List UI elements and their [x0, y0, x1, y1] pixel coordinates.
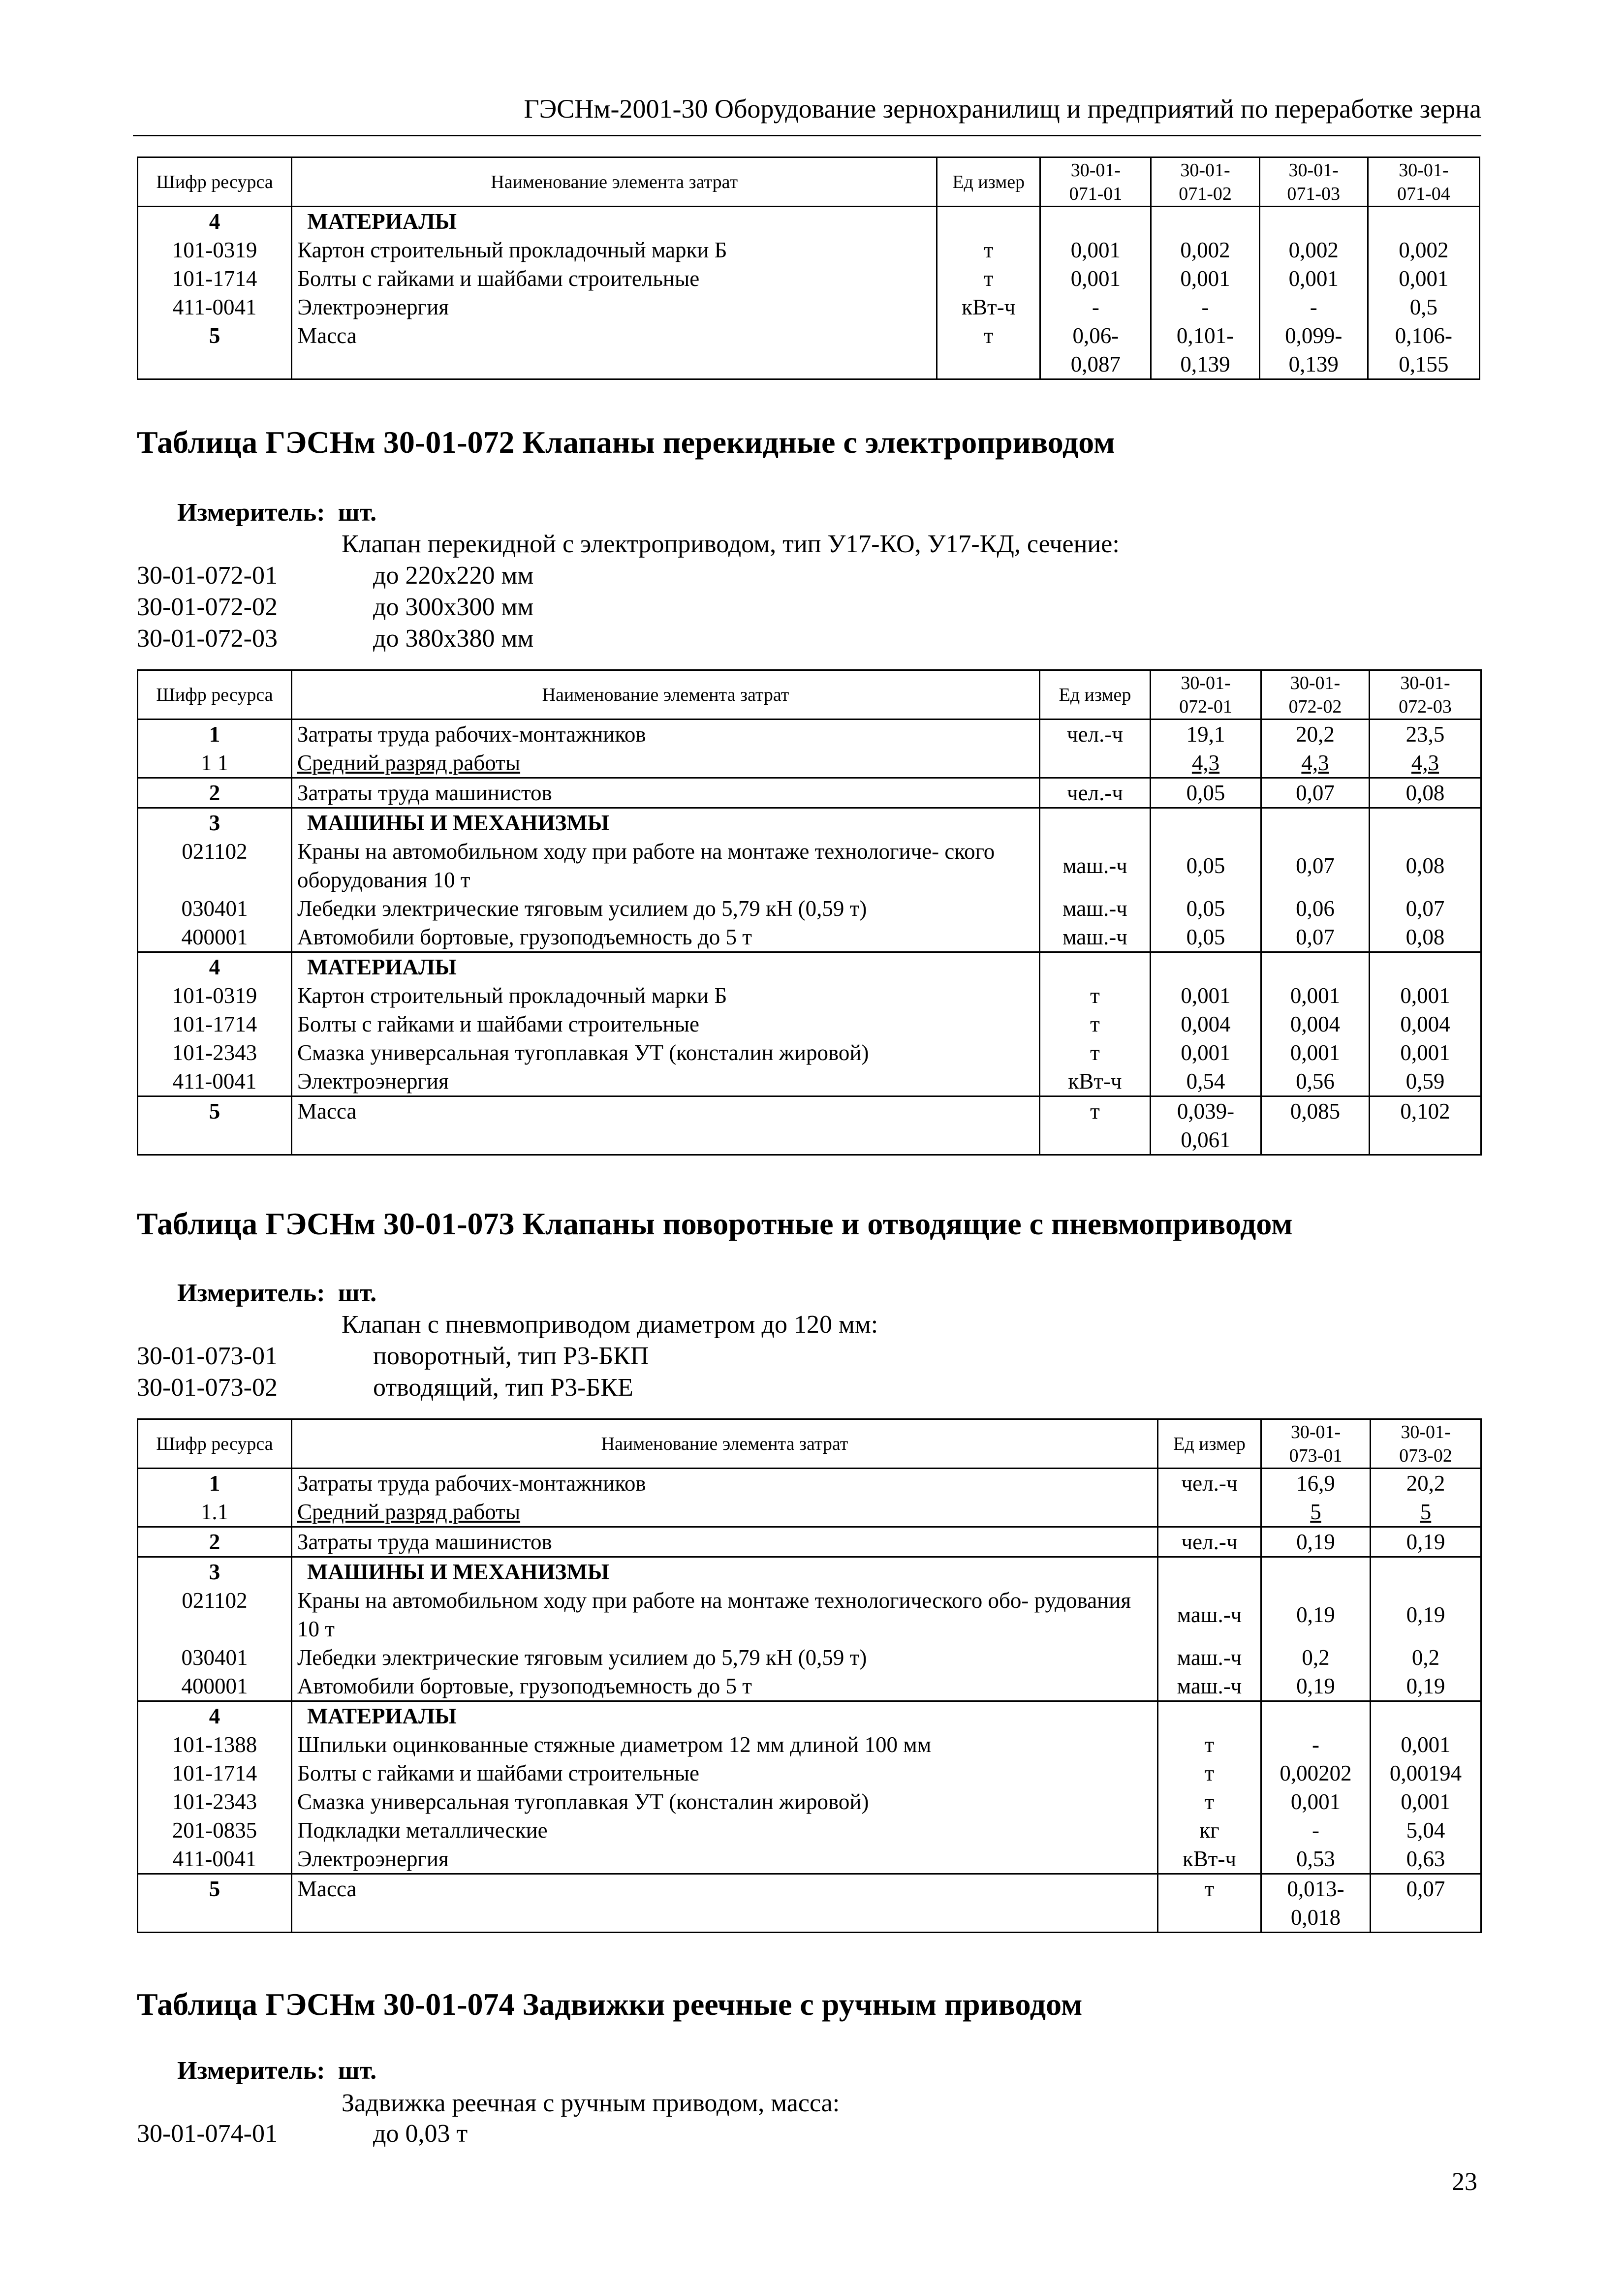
resource-code: 1 1: [138, 749, 292, 778]
cost-element-name: Шпильки оцинкованные стяжные диаметром 12 мм длиной 100 мм: [292, 1730, 1158, 1759]
table-title-072: Таблица ГЭСНм 30-01-072 Клапаны перекидные с электроприводом: [137, 425, 1115, 460]
unit: т: [1040, 1010, 1151, 1038]
value-cell: 0,039- 0,061: [1151, 1096, 1261, 1155]
value-cell: 0,05: [1151, 778, 1261, 808]
resource-code: 030401: [138, 894, 292, 923]
unit: [1040, 808, 1151, 838]
section-row: [138, 808, 1481, 838]
value-cell: 0,07: [1370, 894, 1481, 923]
items-072: [137, 561, 533, 656]
col-header-code: Шифр ресурса: [138, 1419, 292, 1469]
unit: т: [937, 236, 1040, 264]
unit: чел.-ч: [1158, 1527, 1261, 1557]
value-cell: -: [1040, 293, 1151, 321]
value-cell: 0,07: [1261, 837, 1370, 894]
value-cell: -: [1261, 1816, 1371, 1845]
table-row: [138, 1038, 1481, 1067]
value-cell: [1261, 1557, 1371, 1587]
value-cell: 0,19: [1371, 1672, 1481, 1701]
value-cell: 0,001: [1259, 264, 1368, 293]
value-cell: 0,53: [1261, 1845, 1371, 1874]
items-074: [137, 2119, 468, 2151]
value-cell: [1370, 952, 1481, 982]
value-cell: 0,001: [1261, 1038, 1370, 1067]
section-title: МАШИНЫ И МЕХАНИЗМЫ: [292, 808, 1040, 838]
value-cell: 20,2: [1261, 720, 1370, 749]
table-row: [138, 264, 1480, 293]
value-cell: 0,08: [1370, 778, 1481, 808]
value-cell: 0,001: [1370, 1038, 1481, 1067]
table-title-073: Таблица ГЭСНм 30-01-073 Клапаны поворотные и отводящие с пневмоприводом: [137, 1206, 1293, 1241]
unit: т: [1158, 1759, 1261, 1787]
section-row: [138, 1557, 1481, 1587]
cost-element-name: Подкладки металлические: [292, 1816, 1158, 1845]
table-071-continued: [137, 157, 1480, 380]
unit: [937, 207, 1040, 236]
value-cell: 16,9: [1261, 1469, 1371, 1498]
value-cell: 0,099- 0,139: [1259, 321, 1368, 379]
resource-code: 3: [138, 1557, 292, 1587]
section-title: МАТЕРИАЛЫ: [292, 1701, 1158, 1731]
resource-code: 5: [138, 321, 292, 379]
running-header: ГЭСНм-2001-30 Оборудование зернохранилищ и предприятий по переработке зерна: [524, 94, 1481, 124]
value-cell: [1368, 207, 1479, 236]
item-text: до 380х380 мм: [373, 625, 534, 653]
cost-element-name: Болты с гайками и шайбами строительные: [292, 264, 937, 293]
value-cell: [1151, 952, 1261, 982]
col-header-unit: Ед измер: [937, 157, 1040, 207]
resource-code: 1: [138, 1469, 292, 1498]
value-cell: 5: [1261, 1498, 1371, 1527]
table-row: [138, 1730, 1481, 1759]
cost-element-name: Средний разряд работы: [292, 1498, 1158, 1527]
item-code: 30-01-072-02: [137, 593, 278, 621]
page-number: 23: [1452, 2168, 1477, 2196]
description-074: Задвижка реечная с ручным приводом, масса:: [342, 2089, 840, 2117]
unit: т: [1040, 1096, 1151, 1155]
value-cell: 0,05: [1151, 837, 1261, 894]
item-text: отводящий, тип Р3-БКЕ: [373, 1374, 633, 1402]
value-cell: 5: [1371, 1498, 1481, 1527]
resource-code: 5: [138, 1874, 292, 1933]
table-row: [138, 1096, 1481, 1155]
table-row: [138, 1586, 1481, 1643]
value-cell: -: [1151, 293, 1259, 321]
table-row: [138, 894, 1481, 923]
items-073: [137, 1342, 649, 1405]
unit: т: [1158, 1787, 1261, 1816]
resource-code: 5: [138, 1096, 292, 1155]
unit: маш.-ч: [1040, 894, 1151, 923]
unit: кВт-ч: [937, 293, 1040, 321]
cost-element-name: Электроэнергия: [292, 293, 937, 321]
table-row: [138, 1672, 1481, 1701]
value-cell: 0,001: [1261, 1787, 1371, 1816]
table-row: [138, 837, 1481, 894]
value-cell: 0,06: [1261, 894, 1370, 923]
value-cell: [1370, 808, 1481, 838]
value-cell: 0,106- 0,155: [1368, 321, 1479, 379]
value-cell: [1151, 808, 1261, 838]
value-cell: 4,3: [1151, 749, 1261, 778]
value-cell: 0,07: [1261, 923, 1370, 952]
unit: маш.-ч: [1158, 1643, 1261, 1672]
col-header-val: 30-01- 073-01: [1261, 1419, 1371, 1469]
value-cell: 0,63: [1371, 1845, 1481, 1874]
unit: [1158, 1701, 1261, 1731]
cost-element-name: Средний разряд работы: [292, 749, 1040, 778]
unit: т: [1040, 981, 1151, 1010]
resource-code: 201-0835: [138, 1816, 292, 1845]
table-row: [138, 1067, 1481, 1096]
resource-code: 411-0041: [138, 1067, 292, 1096]
table-row: [138, 1498, 1481, 1527]
cost-element-name: Масса: [292, 1096, 1040, 1155]
value-cell: 19,1: [1151, 720, 1261, 749]
value-cell: 0,001: [1371, 1787, 1481, 1816]
table-072: [137, 669, 1482, 1156]
value-cell: 0,004: [1151, 1010, 1261, 1038]
value-cell: 0,001: [1368, 264, 1479, 293]
col-header-name: Наименование элемента затрат: [292, 670, 1040, 720]
measure-item: [137, 1373, 649, 1405]
value-cell: 0,00194: [1371, 1759, 1481, 1787]
cost-element-name: Электроэнергия: [292, 1845, 1158, 1874]
resource-code: 400001: [138, 923, 292, 952]
value-cell: 0,001: [1371, 1730, 1481, 1759]
measure-073: Измеритель: шт.: [177, 1279, 377, 1307]
unit: т: [1158, 1874, 1261, 1933]
resource-code: 2: [138, 778, 292, 808]
resource-code: 101-0319: [138, 981, 292, 1010]
table-row: [138, 923, 1481, 952]
unit: чел.-ч: [1040, 720, 1151, 749]
resource-code: 101-2343: [138, 1038, 292, 1067]
value-cell: 0,085: [1261, 1096, 1370, 1155]
unit: т: [937, 264, 1040, 293]
value-cell: 4,3: [1370, 749, 1481, 778]
value-cell: [1261, 808, 1370, 838]
section-title: МАТЕРИАЛЫ: [292, 207, 937, 236]
value-cell: 0,101- 0,139: [1151, 321, 1259, 379]
table-row: [138, 321, 1480, 379]
value-cell: [1261, 952, 1370, 982]
table-row: [138, 1759, 1481, 1787]
table-row: [138, 749, 1481, 778]
resource-code: 1.1: [138, 1498, 292, 1527]
resource-code: 411-0041: [138, 1845, 292, 1874]
section-row: [138, 952, 1481, 982]
description-072: Клапан перекидной с электроприводом, тип У17-КО, У17-КД, сечение:: [342, 530, 1120, 558]
value-cell: [1040, 207, 1151, 236]
value-cell: 0,19: [1371, 1527, 1481, 1557]
unit: кВт-ч: [1040, 1067, 1151, 1096]
cost-element-name: Затраты труда машинистов: [292, 778, 1040, 808]
value-cell: 0,001: [1151, 264, 1259, 293]
cost-element-name: Автомобили бортовые, грузоподъемность до 5 т: [292, 1672, 1158, 1701]
table-row: [138, 1010, 1481, 1038]
unit: [1040, 749, 1151, 778]
measure-item: [137, 1342, 649, 1373]
value-cell: [1371, 1557, 1481, 1587]
col-header-name: Наименование элемента затрат: [292, 157, 937, 207]
value-cell: 0,05: [1151, 894, 1261, 923]
item-code: 30-01-072-03: [137, 625, 278, 653]
unit: т: [1158, 1730, 1261, 1759]
table-073: [137, 1418, 1482, 1933]
col-header-code: Шифр ресурса: [138, 157, 292, 207]
resource-code: 400001: [138, 1672, 292, 1701]
cost-element-name: Смазка универсальная тугоплавкая УТ (консталин жировой): [292, 1038, 1040, 1067]
value-cell: 0,002: [1368, 236, 1479, 264]
value-cell: 0,00202: [1261, 1759, 1371, 1787]
resource-code: 4: [138, 207, 292, 236]
resource-code: 101-2343: [138, 1787, 292, 1816]
table-row: [138, 1469, 1481, 1498]
unit: маш.-ч: [1040, 837, 1151, 894]
col-header-val: 30-01- 072-03: [1370, 670, 1481, 720]
unit: кВт-ч: [1158, 1845, 1261, 1874]
value-cell: 0,59: [1370, 1067, 1481, 1096]
cost-element-name: Затраты труда машинистов: [292, 1527, 1158, 1557]
cost-element-name: Затраты труда рабочих-монтажников: [292, 720, 1040, 749]
col-header-val: 30-01- 071-03: [1259, 157, 1368, 207]
cost-element-name: Лебедки электрические тяговым усилием до 5,79 кН (0,59 т): [292, 894, 1040, 923]
cost-element-name: Краны на автомобильном ходу при работе на монтаже технологического обо- рудования 10 т: [292, 1586, 1158, 1643]
unit: маш.-ч: [1040, 923, 1151, 952]
cost-element-name: Автомобили бортовые, грузоподъемность до 5 т: [292, 923, 1040, 952]
value-cell: 0,54: [1151, 1067, 1261, 1096]
unit: маш.-ч: [1158, 1586, 1261, 1643]
unit: [1158, 1498, 1261, 1527]
resource-code: 101-1714: [138, 264, 292, 293]
resource-code: 101-1714: [138, 1759, 292, 1787]
value-cell: 0,2: [1261, 1643, 1371, 1672]
description-073: Клапан с пневмоприводом диаметром до 120 мм:: [342, 1311, 878, 1339]
value-cell: 0,19: [1261, 1586, 1371, 1643]
item-text: до 220х220 мм: [373, 562, 534, 590]
value-cell: 5,04: [1371, 1816, 1481, 1845]
value-cell: 0,001: [1040, 236, 1151, 264]
unit: маш.-ч: [1158, 1672, 1261, 1701]
value-cell: [1151, 207, 1259, 236]
col-header-name: Наименование элемента затрат: [292, 1419, 1158, 1469]
col-header-val: 30-01- 072-01: [1151, 670, 1261, 720]
cost-element-name: Картон строительный прокладочный марки Б: [292, 981, 1040, 1010]
col-header-code: Шифр ресурса: [138, 670, 292, 720]
value-cell: 0,102: [1370, 1096, 1481, 1155]
value-cell: 20,2: [1371, 1469, 1481, 1498]
resource-code: 411-0041: [138, 293, 292, 321]
resource-code: 101-1388: [138, 1730, 292, 1759]
cost-element-name: Лебедки электрические тяговым усилием до 5,79 кН (0,59 т): [292, 1643, 1158, 1672]
unit: [1158, 1557, 1261, 1587]
col-header-val: 30-01- 071-04: [1368, 157, 1479, 207]
value-cell: 0,07: [1371, 1874, 1481, 1933]
col-header-unit: Ед измер: [1158, 1419, 1261, 1469]
table-row: [138, 293, 1480, 321]
measure-072: Измеритель: шт.: [177, 499, 377, 527]
value-cell: 0,001: [1151, 981, 1261, 1010]
table-row: [138, 1816, 1481, 1845]
measure-item: [137, 561, 533, 593]
section-row: [138, 207, 1480, 236]
value-cell: 0,08: [1370, 923, 1481, 952]
value-cell: 0,05: [1151, 923, 1261, 952]
value-cell: 0,19: [1261, 1672, 1371, 1701]
item-text: до 300х300 мм: [373, 593, 534, 621]
value-cell: 0,08: [1370, 837, 1481, 894]
resource-code: 030401: [138, 1643, 292, 1672]
item-code: 30-01-073-01: [137, 1342, 278, 1370]
table-title-074: Таблица ГЭСНм 30-01-074 Задвижки реечные с ручным приводом: [137, 1987, 1083, 2022]
col-header-unit: Ед измер: [1040, 670, 1151, 720]
unit: чел.-ч: [1040, 778, 1151, 808]
value-cell: 0,004: [1261, 1010, 1370, 1038]
section-title: МАТЕРИАЛЫ: [292, 952, 1040, 982]
value-cell: [1261, 1701, 1371, 1731]
cost-element-name: Электроэнергия: [292, 1067, 1040, 1096]
value-cell: 0,001: [1370, 981, 1481, 1010]
cost-element-name: Масса: [292, 321, 937, 379]
cost-element-name: Болты с гайками и шайбами строительные: [292, 1010, 1040, 1038]
table-row: [138, 720, 1481, 749]
unit: т: [1040, 1038, 1151, 1067]
header-rule: [133, 135, 1481, 136]
unit: т: [937, 321, 1040, 379]
value-cell: 4,3: [1261, 749, 1370, 778]
resource-code: 101-0319: [138, 236, 292, 264]
value-cell: 0,001: [1040, 264, 1151, 293]
value-cell: 0,19: [1371, 1586, 1481, 1643]
value-cell: 0,07: [1261, 778, 1370, 808]
value-cell: 0,001: [1261, 981, 1370, 1010]
value-cell: [1259, 207, 1368, 236]
item-text: до 0,03 т: [373, 2120, 468, 2148]
value-cell: 0,002: [1259, 236, 1368, 264]
table-row: [138, 1643, 1481, 1672]
table-row: [138, 778, 1481, 808]
cost-element-name: Болты с гайками и шайбами строительные: [292, 1759, 1158, 1787]
table-row: [138, 1845, 1481, 1874]
col-header-val: 30-01- 072-02: [1261, 670, 1370, 720]
item-code: 30-01-072-01: [137, 562, 278, 590]
table-row: [138, 236, 1480, 264]
value-cell: 0,19: [1261, 1527, 1371, 1557]
resource-code: 4: [138, 952, 292, 982]
item-text: поворотный, тип Р3-БКП: [373, 1342, 649, 1370]
measure-item: [137, 624, 533, 656]
value-cell: -: [1261, 1730, 1371, 1759]
resource-code: 3: [138, 808, 292, 838]
cost-element-name: Смазка универсальная тугоплавкая УТ (консталин жировой): [292, 1787, 1158, 1816]
table-row: [138, 981, 1481, 1010]
resource-code: 021102: [138, 837, 292, 894]
value-cell: 0,06- 0,087: [1040, 321, 1151, 379]
cost-element-name: Картон строительный прокладочный марки Б: [292, 236, 937, 264]
table-row: [138, 1527, 1481, 1557]
value-cell: -: [1259, 293, 1368, 321]
value-cell: 23,5: [1370, 720, 1481, 749]
value-cell: [1371, 1701, 1481, 1731]
table-row: [138, 1787, 1481, 1816]
section-row: [138, 1701, 1481, 1731]
value-cell: 0,013- 0,018: [1261, 1874, 1371, 1933]
unit: [1040, 952, 1151, 982]
value-cell: 0,2: [1371, 1643, 1481, 1672]
unit: чел.-ч: [1158, 1469, 1261, 1498]
resource-code: 1: [138, 720, 292, 749]
col-header-val: 30-01- 073-02: [1371, 1419, 1481, 1469]
measure-item: [137, 593, 533, 624]
unit: кг: [1158, 1816, 1261, 1845]
table-row: [138, 1874, 1481, 1933]
col-header-val: 30-01- 071-02: [1151, 157, 1259, 207]
section-title: МАШИНЫ И МЕХАНИЗМЫ: [292, 1557, 1158, 1587]
cost-element-name: Затраты труда рабочих-монтажников: [292, 1469, 1158, 1498]
measure-074: Измеритель: шт.: [177, 2057, 377, 2085]
value-cell: 0,5: [1368, 293, 1479, 321]
cost-element-name: Масса: [292, 1874, 1158, 1933]
item-code: 30-01-074-01: [137, 2120, 278, 2148]
resource-code: 021102: [138, 1586, 292, 1643]
col-header-val: 30-01- 071-01: [1040, 157, 1151, 207]
resource-code: 2: [138, 1527, 292, 1557]
resource-code: 101-1714: [138, 1010, 292, 1038]
value-cell: 0,001: [1151, 1038, 1261, 1067]
value-cell: 0,004: [1370, 1010, 1481, 1038]
item-code: 30-01-073-02: [137, 1374, 278, 1402]
value-cell: 0,56: [1261, 1067, 1370, 1096]
measure-item: [137, 2119, 468, 2151]
value-cell: 0,002: [1151, 236, 1259, 264]
resource-code: 4: [138, 1701, 292, 1731]
cost-element-name: Краны на автомобильном ходу при работе на монтаже технологиче- ского оборудования 10 т: [292, 837, 1040, 894]
